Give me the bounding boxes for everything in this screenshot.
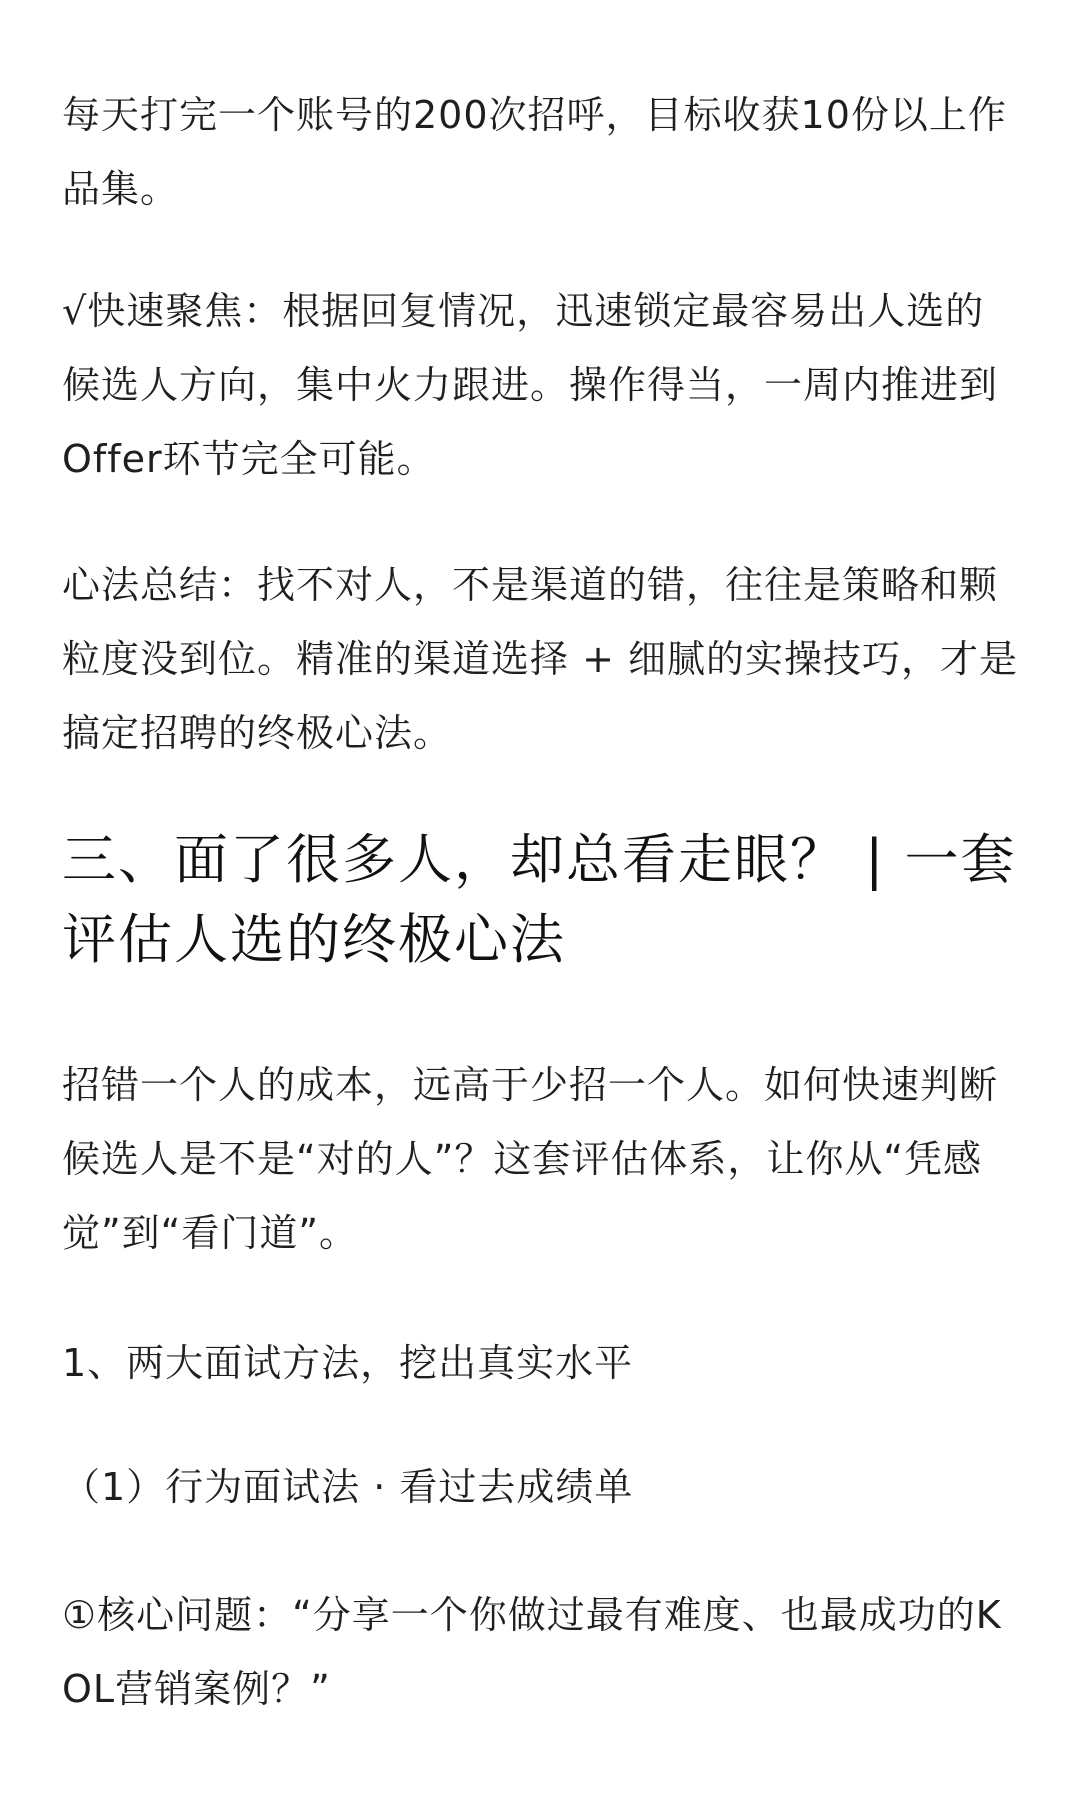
- section-heading: 三、面了很多人，却总看走眼？ | 一套评估人选的终极心法: [62, 828, 1017, 971]
- paragraph-quick-focus: √快速聚焦：根据回复情况，迅速锁定最容易出人选的候选人方向，集中火力跟进。操作得当，一周内推进到Offer环节完全可能。: [62, 289, 999, 481]
- subheading-interview-methods: 1、两大面试方法，挖出真实水平: [62, 1341, 634, 1385]
- paragraph-core-question: ①核心问题：“分享一个你做过最有难度、也最成功的KOL营销案例？”: [62, 1593, 1002, 1711]
- subheading-behavioral-interview: （1）行为面试法 · 看过去成绩单: [62, 1465, 634, 1509]
- paragraph-daily-target: 每天打完一个账号的200次招呼，目标收获10份以上作品集。: [62, 93, 1007, 211]
- paragraph-cost-of-wrong-hire: 招错一个人的成本，远高于少招一个人。如何快速判断候选人是不是“对的人”？这套评估体系，让你从“凭感觉”到“看门道”。: [62, 1063, 999, 1255]
- paragraph-summary: 心法总结：找不对人，不是渠道的错，往往是策略和颗粒度没到位。精准的渠道选择 + 细腻的实操技巧，才是搞定招聘的终极心法。: [62, 563, 1019, 755]
